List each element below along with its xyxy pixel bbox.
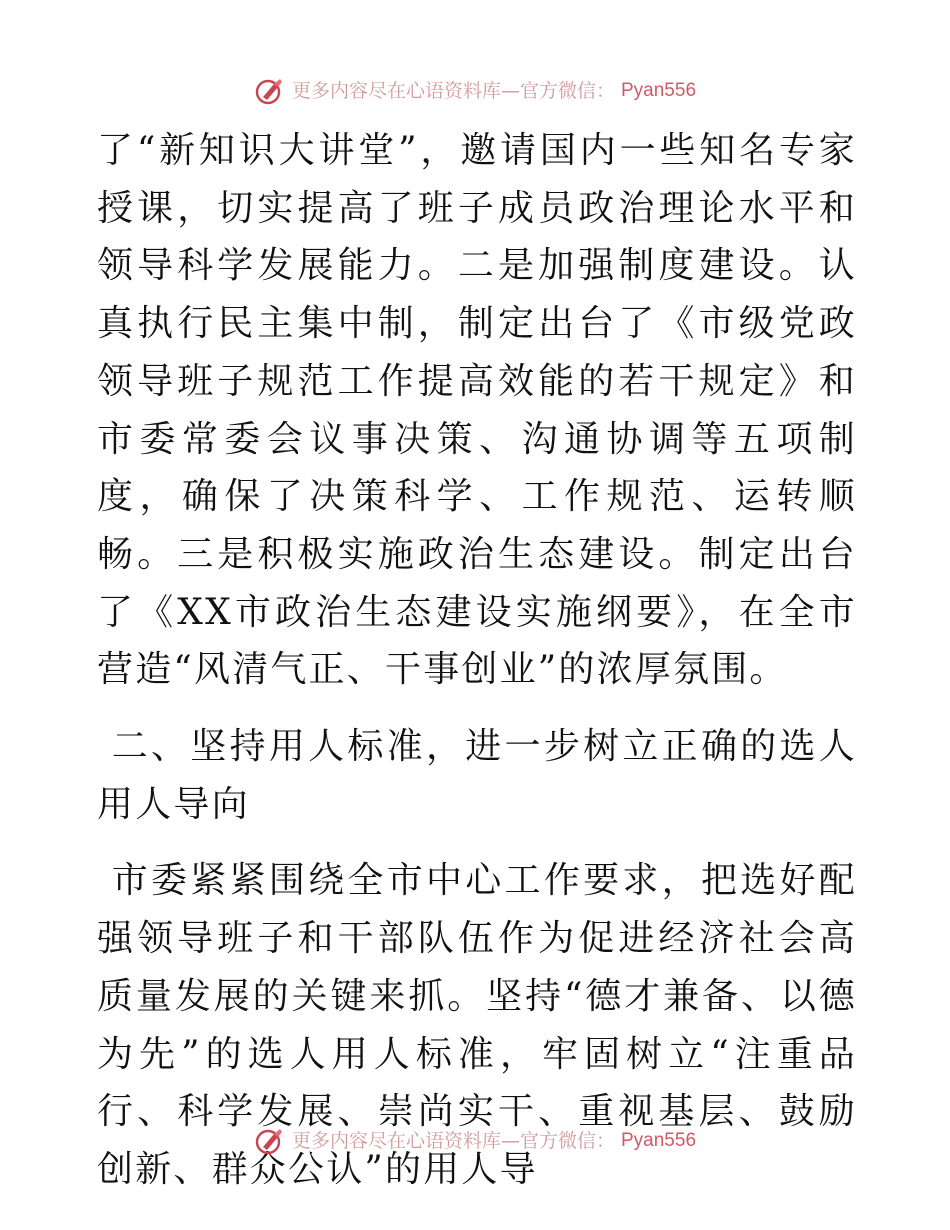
watermark-account: Pyan556 xyxy=(621,80,697,101)
paragraph-2: 市委紧紧围绕全市中心工作要求，把选好配强领导班子和干部队伍作为促进经济社会高质量发展的关键来抓。坚持“德才兼备、以德为先”的选人用人标准，牢固树立“注重品行、科学发展、崇尚实干、重视基层、鼓励创新、群众公认”的用人导 xyxy=(97,860,857,1190)
header-watermark xyxy=(0,76,950,106)
section-heading: 二、坚持用人标准，进一步树立正确的选人用人导向 xyxy=(97,726,857,825)
pen-logo-icon xyxy=(254,76,286,106)
pen-logo-icon xyxy=(254,1126,286,1156)
document-body xyxy=(97,122,857,1199)
paragraph-1: 了“新知识大讲堂”，邀请国内一些知名专家授课，切实提高了班子成员政治理论水平和领导科学发展能力。二是加强制度建设。认真执行民主集中制，制定出台了《市级党政领导班子规范工作提高效能的若干规定》和市委常委会议事决策、沟通协调等五项制度，确保了决策科学、工作规范、运转顺畅。三是积极实施政治生态建设。制定出台了《XX市政治生态建设实施纲要》，在全市营造“风清气正、干事创业”的浓厚氛围。 xyxy=(97,130,857,691)
watermark-text: 更多内容尽在心语资料库—官方微信： xyxy=(291,80,615,102)
footer-watermark xyxy=(0,1126,950,1156)
watermark-account: Pyan556 xyxy=(621,1130,697,1151)
watermark-text: 更多内容尽在心语资料库—官方微信： xyxy=(291,1130,615,1152)
